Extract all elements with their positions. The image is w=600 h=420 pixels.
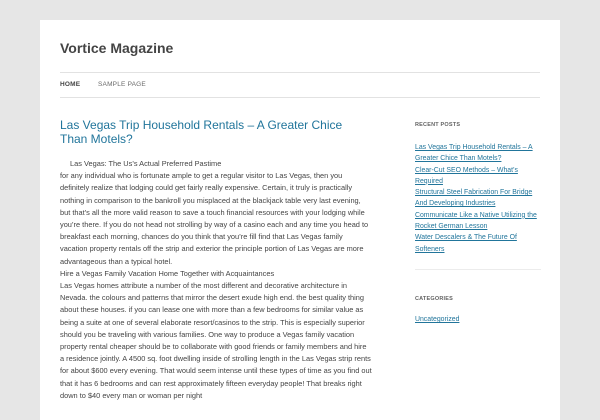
nav-item-sample-page[interactable]: SAMPLE PAGE [98, 81, 146, 88]
recent-posts-title: RECENT POSTS [415, 122, 461, 128]
post-title[interactable]: Las Vegas Trip Household Rentals – A Greater Chice Than Motels? [60, 118, 343, 146]
recent-posts-widget [415, 122, 541, 270]
post-paragraph: for any individual who is fortunate ample to get a regular visitor to Las Vegas, then you definitely realize that lodging could get fairly really expensive. Certain, it truly is practically nothing in comparison to the bankroll you misplaced at the blackjack table very last evening, but that’s all the more valid reason to save a touch financial resources with your lodging while you’re there. If you do not head not strolling by way of a casino each and any time you head to breakfast each morning, chances do you think that you’re fill find that Las Vegas family vacation property rentals off the strip and exterior the principle portion of Las Vegas are more advantageous than a typical hotel. [60, 171, 369, 266]
recent-post-link[interactable]: Water Descalers & The Future Of Softeners [415, 234, 517, 253]
categories-widget [415, 296, 541, 323]
site-title[interactable]: Vortice Magazine [60, 40, 174, 56]
nav-item-home[interactable]: HOME [60, 81, 81, 88]
post-body [60, 158, 372, 402]
categories-list [415, 316, 541, 323]
post-heading: Las Vegas: The Us’s Actual Preferred Pastime [70, 159, 222, 168]
recent-post-link[interactable]: Structural Steel Fabrication For Bridge And Developing Industries [415, 189, 533, 208]
recent-post-link[interactable]: Las Vegas Trip Household Rentals – A Greater Chice Than Motels? [415, 144, 533, 163]
category-link[interactable]: Uncategorized [415, 315, 460, 323]
recent-post-link[interactable]: Clear-Cut SEO Methods – What’s Required [415, 166, 518, 185]
post-article [60, 118, 372, 402]
main-nav [60, 72, 540, 98]
page [40, 20, 560, 420]
recent-post-link[interactable]: Communicate Like a Native Utilizing the Rocket German Lesson [415, 211, 537, 231]
recent-posts-list [415, 142, 541, 255]
widget-divider [415, 269, 541, 270]
sidebar [415, 122, 541, 323]
categories-title: CATEGORIES [415, 295, 453, 302]
post-paragraph: Las Vegas homes attribute a number of the most different and decorative architecture in Nevada. the colours and patterns that mirror the desert exude high end. the best quality thing about these houses. if you can lease one with more than a few bedrooms for similar value as being a suite at one of several elaborate resort/casinos to the strip. This is especially superior should you be traveling with various families. One way to produce a Vegas family vacation property rental cheaper should be to collaborate with good friends or family members and hire a residence jointly. A 4500 sq. foot dwelling inside of strolling length in the Las Vegas strip rents for about $600 every evening. That would seem intense until these types of time as you find out that it has 6 bedrooms and can rest approximately fifteen everyday people! That breaks right down to $40 every man or woman per night [60, 281, 372, 400]
post-subheading: Hire a Vegas Family Vacation Home Together with Acquaintances [60, 268, 275, 278]
